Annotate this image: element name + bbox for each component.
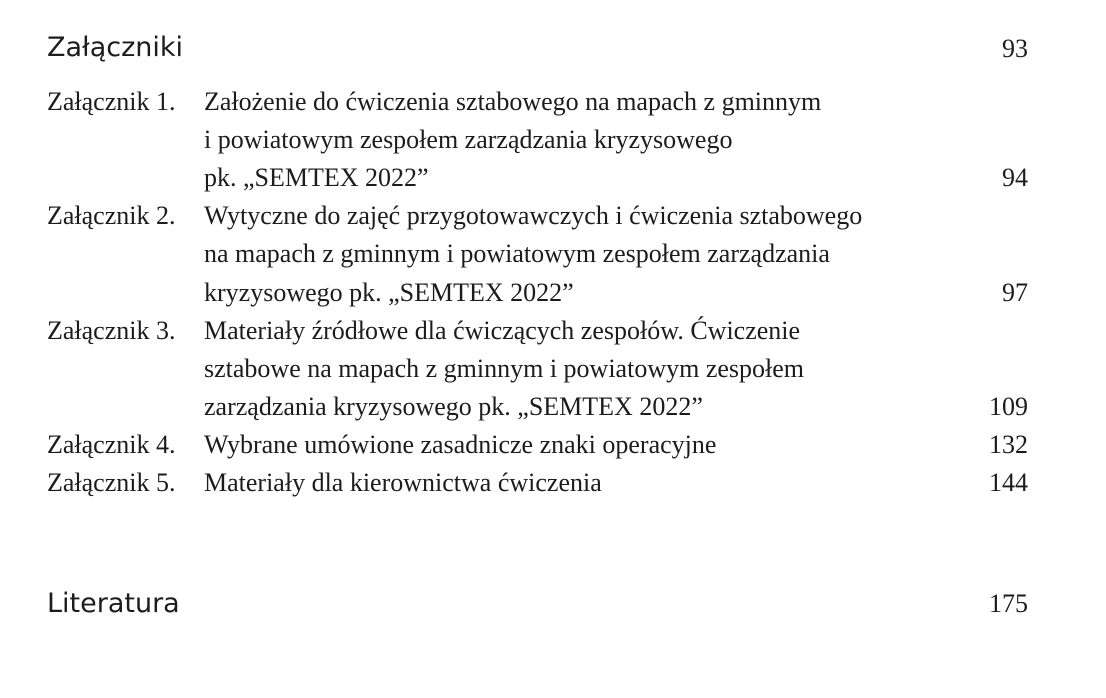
section-page-number: 93: [1002, 34, 1028, 63]
entry-text-line: Wytyczne do zajęć przygotowawczych i ćwiczenia sztabowego: [204, 201, 863, 230]
entry-page-number: 109: [989, 392, 1028, 421]
section-heading: Załączniki: [47, 32, 184, 63]
entry-text-line: Założenie do ćwiczenia sztabowego na mapach z gminnym: [204, 87, 822, 116]
entry-label: Załącznik 2.: [47, 201, 176, 230]
entry-text-line: Materiały źródłowe dla ćwiczących zespołów. Ćwiczenie: [204, 316, 801, 345]
entry-page-number: 94: [1002, 163, 1028, 192]
entry-page-number: 132: [989, 430, 1028, 459]
entry-text-line: pk. „SEMTEX 2022”: [204, 163, 429, 192]
entry-text-line: na mapach z gminnym i powiatowym zespołem zarządzania: [204, 239, 830, 268]
entry-label: Załącznik 1.: [47, 87, 176, 116]
entry-label: Załącznik 4.: [47, 430, 176, 459]
entry-text-line: kryzysowego pk. „SEMTEX 2022”: [204, 278, 574, 307]
entry-text-line: i powiatowym zespołem zarządzania kryzysowego: [204, 125, 733, 154]
section-heading: Literatura: [47, 588, 180, 619]
entry-text-line: sztabowe na mapach z gminnym i powiatowym zespołem: [204, 354, 805, 383]
entry-page-number: 97: [1002, 278, 1028, 307]
entry-text-line: zarządzania kryzysowego pk. „SEMTEX 2022”: [204, 392, 703, 421]
section-page-number: 175: [989, 589, 1028, 618]
entry-label: Załącznik 3.: [47, 316, 176, 345]
entry-page-number: 144: [989, 468, 1028, 497]
entry-text-line: Wybrane umówione zasadnicze znaki operacyjne: [204, 430, 717, 459]
entry-text-line: Materiały dla kierownictwa ćwiczenia: [204, 468, 602, 497]
entry-label: Załącznik 5.: [47, 468, 176, 497]
